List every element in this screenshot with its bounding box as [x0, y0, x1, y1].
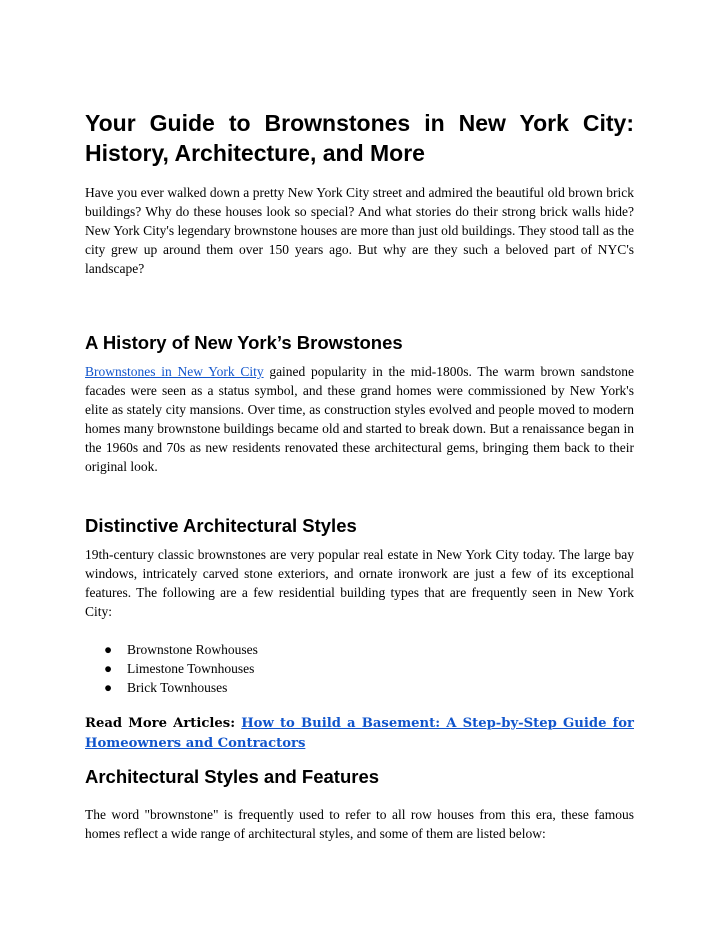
- features-heading: Architectural Styles and Features: [85, 766, 380, 787]
- history-paragraph: [85, 362, 634, 476]
- brownstones-nyc-link[interactable]: Brownstones in New York City: [85, 364, 264, 379]
- article-title: Your Guide to Brownstones in New York City: History, Architecture, and More: [85, 110, 634, 166]
- basement-guide-link[interactable]: How to Build a Basement: A Step-by-Step Guide for Homeowners and Contractors: [85, 716, 634, 751]
- styles-paragraph: 19th-century classic brownstones are very popular real estate in New York City today. The large bay windows, intricately carved stone exteriors, and ornate ironwork are just a few of its exceptional features. The following are a few residential building types that are frequently seen in New York City:: [85, 547, 634, 619]
- list-item: [85, 640, 258, 659]
- list-item-label: Limestone Townhouses: [127, 661, 255, 676]
- bullet-icon: ●: [104, 661, 113, 676]
- list-item: [85, 659, 258, 678]
- history-heading: A History of New York’s Browstones: [85, 332, 403, 353]
- bullet-icon: ●: [104, 680, 113, 695]
- list-item-label: Brick Townhouses: [127, 680, 228, 695]
- intro-paragraph: Have you ever walked down a pretty New York City street and admired the beautiful old brown brick buildings? Why do these houses look so special? And what stories do their strong brick walls hide? New York City's legendary brownstone houses are more than just old buildings. They stood tall as the city grew up around them over 150 years ago. But why are they such a beloved part of NYC's landscape?: [85, 185, 634, 276]
- history-body-text: gained popularity in the mid-1800s. The warm brown sandstone facades were seen as a status symbol, and these grand homes were commissioned by New York's elite as stately city mansions. Over time, as construction styles evolved and people moved to modern homes many brownstone buildings became old and started to break down. But a renaissance began in the 1960s and 70s as new residents renovated these architectural gems, bringing them back to their original look.: [85, 364, 634, 474]
- bullet-icon: ●: [104, 642, 113, 657]
- styles-heading: Distinctive Architectural Styles: [85, 515, 357, 536]
- features-paragraph: The word "brownstone" is frequently used to refer to all row houses from this era, these famous homes reflect a wide range of architectural styles, and some of them are listed below:: [85, 807, 634, 841]
- read-more-line: [85, 714, 634, 754]
- list-item: [85, 678, 258, 697]
- building-types-list: [85, 640, 258, 697]
- list-item-label: Brownstone Rowhouses: [127, 642, 258, 657]
- read-more-label: Read More Articles:: [85, 716, 236, 731]
